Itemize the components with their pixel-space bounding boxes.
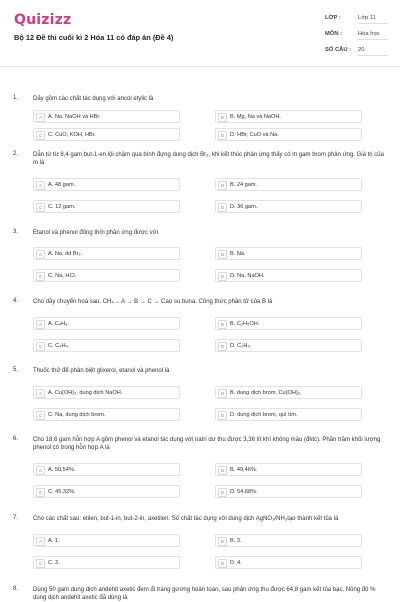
option-text: A. Na, dd Br₂. [48,251,83,257]
option-c[interactable] [33,408,180,421]
option-d[interactable] [215,128,362,141]
option-text: A. Na, NaOH và HBr. [48,114,101,120]
option-text: C. CuO, KOH, HBr. [48,132,96,138]
option-letter: C [36,272,45,281]
option-text: C. Na, dung dịch brom. [48,412,106,418]
option-text: A. 50,54%. [48,467,76,473]
option-letter: A [36,466,45,475]
option-letter: B [218,320,227,329]
option-letter: C [36,559,45,568]
class-value: Lớp 11 [358,15,388,24]
option-letter: A [36,389,45,398]
option-text: B. C₂H₅OH. [230,321,260,327]
option-letter: A [36,250,45,259]
option-b[interactable] [215,247,362,260]
option-text: A. Cu(OH)₂, dung dịch NaOH. [48,390,123,396]
option-letter: B [218,181,227,190]
question-text: Dãy gồm các chất tác dụng với ancol etylic là [33,96,154,102]
option-text: D. 4. [230,560,242,566]
option-letter: D [218,272,227,281]
option-letter: A [36,320,45,329]
option-text: B. 3. [230,538,242,544]
question-number: 3. [13,229,19,235]
option-letter: A [36,181,45,190]
option-text: D. HBr, CuO và Na. [230,132,279,138]
option-letter: B [218,250,227,259]
option-text: D. C₂H₂. [230,343,252,349]
question-text: Etanol và phenol đồng thời phản ứng được với [33,230,158,236]
question-number: 1. [13,95,19,101]
class-label: LỚP : [325,15,341,21]
option-letter: C [36,488,45,497]
question-text: Dùng 50 gam dung dịch andehit axetic đem đi tráng gương hoàn toàn, sau phản ứng thu được 64,8 gam kết tủa bạc. Nồng độ % dung dịch andehit axetic đã dùng là [33,587,376,601]
option-c[interactable] [33,269,180,282]
option-text: B. 49,46%. [230,467,258,473]
question-count-label: SỐ CÂU : [325,47,352,53]
option-d[interactable] [215,200,362,213]
option-letter: D [218,131,227,140]
option-letter: D [218,488,227,497]
option-d[interactable] [215,339,362,352]
option-letter: B [218,537,227,546]
option-a[interactable] [33,386,180,399]
option-a[interactable] [33,534,180,547]
option-a[interactable] [33,110,180,123]
option-text: B. 24 gam. [230,182,258,188]
option-d[interactable] [215,485,362,498]
question-text: Cho 18,6 gam hỗn hợp A gồm phenol và etanol tác dụng với natri dư thu được 3,36 lít khí không màu (đktc). Phần trăm khối lượng phenol có trong hỗn hợp A là [33,437,381,451]
header-divider [0,66,400,67]
option-letter: D [218,203,227,212]
option-letter: A [36,537,45,546]
option-b[interactable] [215,534,362,547]
option-text: C. 45,32%. [48,489,76,495]
option-d[interactable] [215,408,362,421]
option-letter: D [218,559,227,568]
option-b[interactable] [215,463,362,476]
option-b[interactable] [215,317,362,330]
option-text: D. 54,68%. [230,489,258,495]
option-c[interactable] [33,556,180,569]
subject-label: MÔN : [325,31,343,37]
option-text: C. C₄H₄. [48,343,70,349]
quizizz-logo: Quizizz [14,12,72,28]
option-letter: B [218,389,227,398]
question-text: Dẫn từ từ 8,4 gam but-1-en lội chậm qua bình đựng dung dịch Br₂, khi kết thúc phản ứng thấy có m gam brom phản ứng. Giá trị của m là [33,152,384,166]
option-d[interactable] [215,269,362,282]
option-letter: B [218,113,227,122]
option-text: B. Na. [230,251,246,257]
question-number: 8. [13,586,19,592]
option-text: D. Na, NaOH. [230,273,265,279]
option-c[interactable] [33,200,180,213]
option-letter: A [36,113,45,122]
option-a[interactable] [33,463,180,476]
question-text: Thuốc thử để phân biệt glixerol, etanol và phenol là [33,368,170,374]
question-text: Cho dãy chuyển hoá sau. CH₄→ A → B → C → Cao su buna. Công thức phân tử của B là [33,299,273,305]
question-number: 4. [13,298,19,304]
option-c[interactable] [33,485,180,498]
option-text: C. 12 gam. [48,204,76,210]
option-b[interactable] [215,110,362,123]
option-b[interactable] [215,178,362,191]
subject-value: Hóa học [358,31,388,40]
option-a[interactable] [33,317,180,330]
worksheet-title: Bộ 12 Đề thi cuối kì 2 Hóa 11 có đáp án (Đề 4) [14,33,174,42]
option-letter: C [36,411,45,420]
option-letter: D [218,342,227,351]
option-text: C. Na, HCl. [48,273,77,279]
option-text: D. dung dịch brom, quì tím. [230,412,298,418]
option-letter: B [218,466,227,475]
question-number: 5. [13,367,19,373]
option-a[interactable] [33,247,180,260]
option-text: B. dung dịch brom, Cu(OH)₂. [230,390,302,396]
option-letter: C [36,342,45,351]
option-text: A. 48 gam. [48,182,76,188]
option-letter: D [218,411,227,420]
option-letter: C [36,203,45,212]
option-c[interactable] [33,128,180,141]
option-text: C. 2. [48,560,60,566]
question-number: 6. [13,436,19,442]
option-b[interactable] [215,386,362,399]
worksheet-header [0,0,400,66]
option-text: A. 1. [48,538,60,544]
option-text: A. C₄H₆. [48,321,70,327]
question-count-value: 20 [358,47,388,56]
option-text: D. 36 gam. [230,204,258,210]
question-number: 2. [13,151,19,157]
option-text: B. Mg, Na và NaOH. [230,114,281,120]
question-text: Cho các chất sau: etilen, but-1-in, but-2-in, axetilen. Số chất tác dụng với dung dịch AgNO₃/NH₃tạo thành kết tủa là [33,516,339,522]
option-a[interactable] [33,178,180,191]
option-letter: C [36,131,45,140]
option-c[interactable] [33,339,180,352]
question-number: 7. [13,515,19,521]
option-d[interactable] [215,556,362,569]
